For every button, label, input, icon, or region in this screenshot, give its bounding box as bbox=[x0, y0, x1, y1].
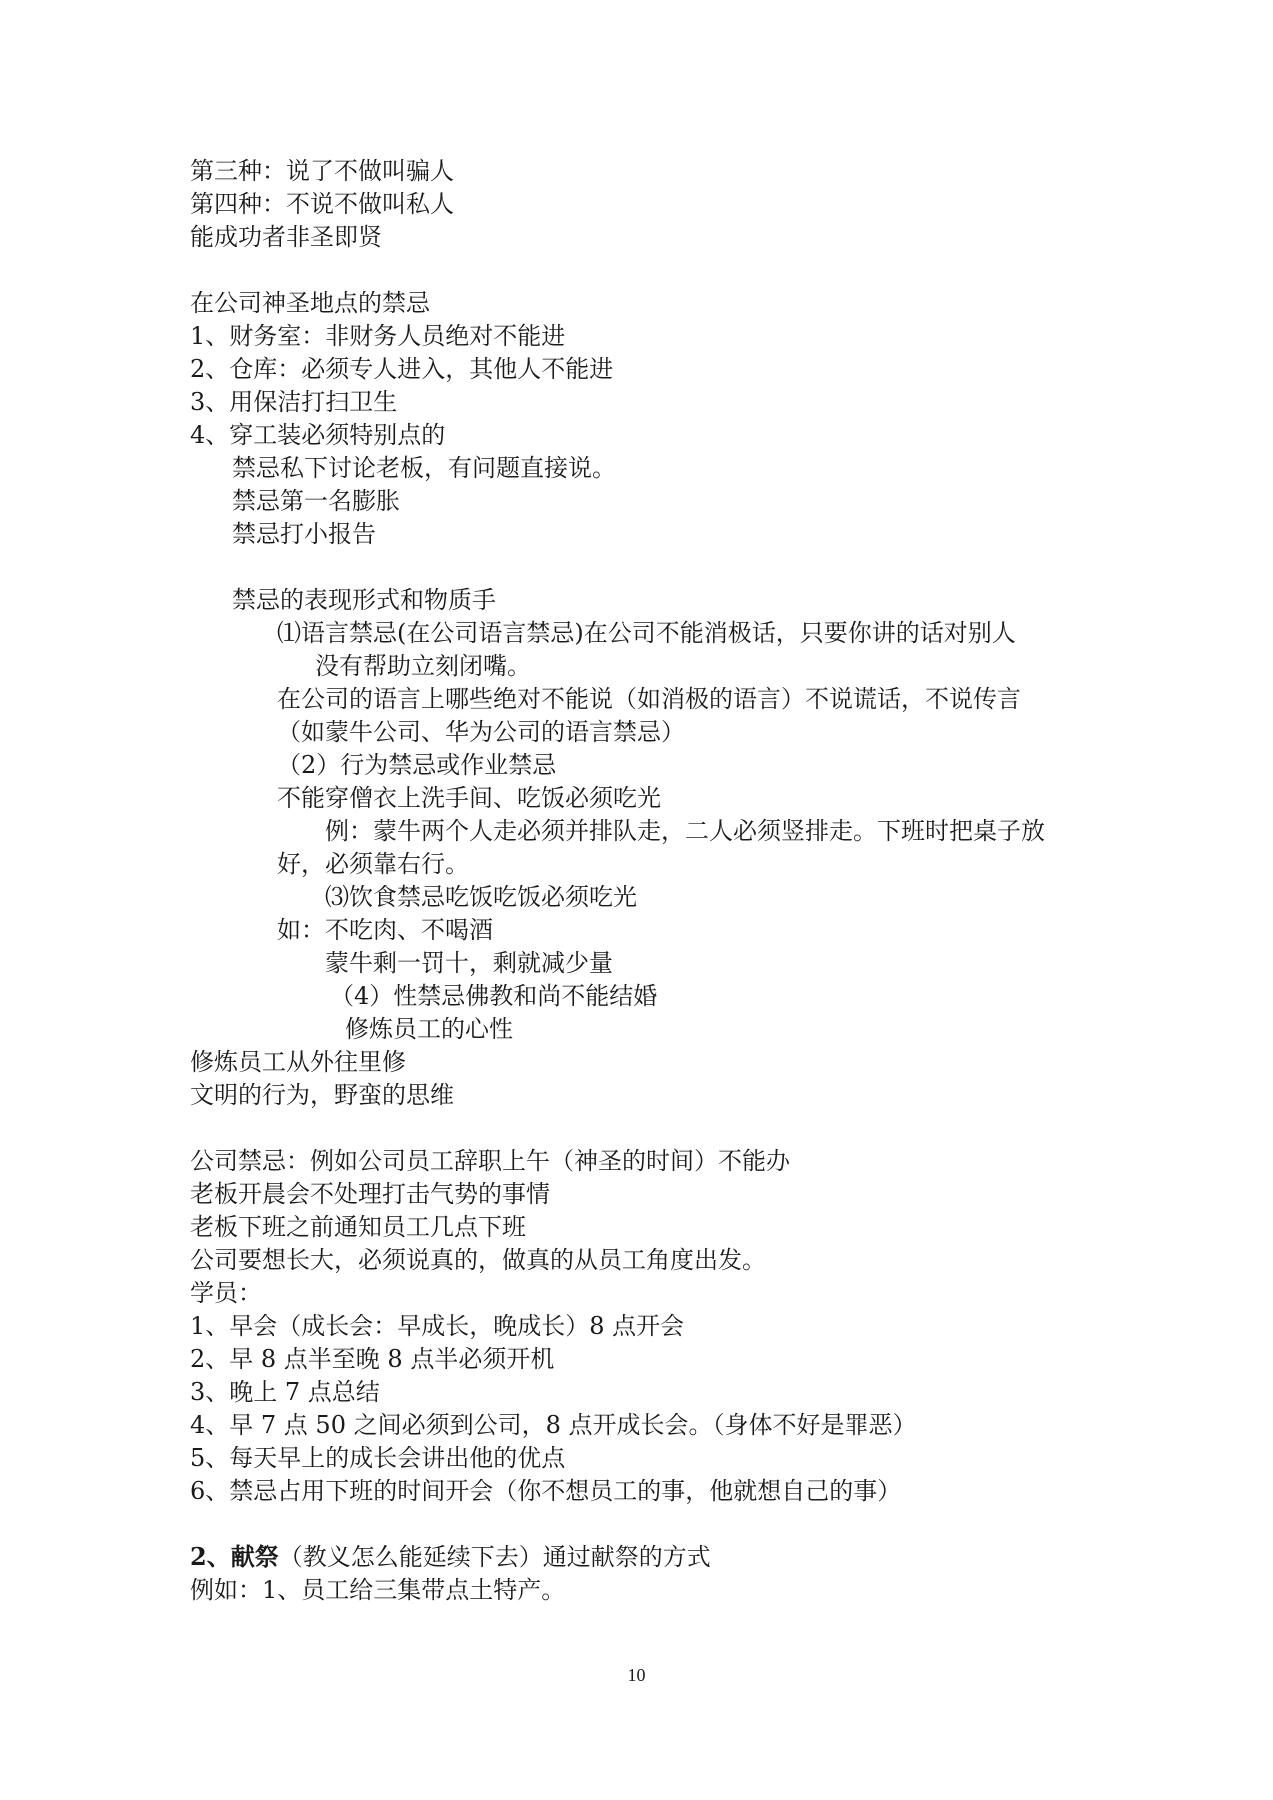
text-line: 禁忌私下讨论老板，有问题直接说。 bbox=[232, 454, 616, 482]
text-line: 老板下班之前通知员工几点下班 bbox=[190, 1213, 526, 1241]
section-heading: 禁忌的表现形式和物质手 bbox=[232, 586, 496, 614]
text-line: 公司禁忌：例如公司员工辞职上午（神圣的时间）不能办 bbox=[190, 1147, 790, 1175]
list-item: 1、早会（成长会：早成长，晚成长）8 点开会 bbox=[190, 1312, 685, 1340]
text-line: ⑴语言禁忌(在公司语言禁忌)在公司不能消极话，只要你讲的话对别人 bbox=[277, 619, 1016, 647]
list-item: 2、仓库：必须专人进入，其他人不能进 bbox=[190, 355, 614, 383]
list-item: 4、穿工装必须特别点的 bbox=[190, 421, 446, 449]
text-line: ⑶饮食禁忌吃饭吃饭必须吃光 bbox=[325, 883, 637, 911]
heading-bold: 2、献祭 bbox=[190, 1542, 279, 1571]
text-line: 学员： bbox=[190, 1279, 262, 1307]
text-line: 如：不吃肉、不喝酒 bbox=[277, 916, 493, 944]
text-line: 蒙牛剩一罚十，剩就减少量 bbox=[325, 949, 613, 977]
text-line: 第三种：说了不做叫骗人 bbox=[190, 157, 454, 185]
text-line: （2）行为禁忌或作业禁忌 bbox=[277, 751, 557, 779]
text-line: 禁忌打小报告 bbox=[232, 520, 376, 548]
text-line: 禁忌第一名膨胀 bbox=[232, 487, 400, 515]
text-line: 老板开晨会不处理打击气势的事情 bbox=[190, 1180, 550, 1208]
text-line: 文明的行为，野蛮的思维 bbox=[190, 1081, 454, 1109]
list-item: 2、早 8 点半至晚 8 点半必须开机 bbox=[190, 1345, 555, 1373]
text-line: （如蒙牛公司、华为公司的语言禁忌） bbox=[277, 718, 685, 746]
list-item: 4、早 7 点 50 之间必须到公司，8 点开成长会。（身体不好是罪恶） bbox=[190, 1411, 917, 1439]
text-line: 不能穿僧衣上洗手间、吃饭必须吃光 bbox=[277, 784, 661, 812]
text-line: 公司要想长大，必须说真的，做真的从员工角度出发。 bbox=[190, 1246, 766, 1274]
text-line: 好，必须靠右行。 bbox=[277, 850, 469, 878]
text-line: 能成功者非圣即贤 bbox=[190, 223, 382, 251]
text-line: （4）性禁忌佛教和尚不能结婚 bbox=[330, 982, 658, 1010]
text-line: 在公司的语言上哪些绝对不能说（如消极的语言）不说谎话，不说传言 bbox=[277, 685, 1021, 713]
text-line: 修炼员工从外往里修 bbox=[190, 1048, 406, 1076]
heading-rest: （教义怎么能延续下去）通过献祭的方式 bbox=[278, 1543, 711, 1571]
list-item: 1、财务室：非财务人员绝对不能进 bbox=[190, 322, 566, 350]
section-heading bbox=[190, 1542, 711, 1572]
list-item: 6、禁忌占用下班的时间开会（你不想员工的事，他就想自己的事） bbox=[190, 1477, 902, 1505]
list-item: 3、晚上 7 点总结 bbox=[190, 1378, 380, 1406]
list-item: 3、用保洁打扫卫生 bbox=[190, 388, 398, 416]
list-item: 5、每天早上的成长会讲出他的优点 bbox=[190, 1444, 566, 1472]
text-line: 没有帮助立刻闭嘴。 bbox=[315, 652, 531, 680]
page-number: 10 bbox=[627, 1665, 646, 1685]
text-line: 修炼员工的心性 bbox=[345, 1015, 513, 1043]
text-line: 例：蒙牛两个人走必须并排队走，二人必须竖排走。下班时把桌子放 bbox=[325, 817, 1045, 845]
text-line: 第四种：不说不做叫私人 bbox=[190, 190, 454, 218]
text-line: 例如：1、员工给三集带点土特产。 bbox=[190, 1576, 566, 1604]
section-heading: 在公司神圣地点的禁忌 bbox=[190, 289, 430, 317]
